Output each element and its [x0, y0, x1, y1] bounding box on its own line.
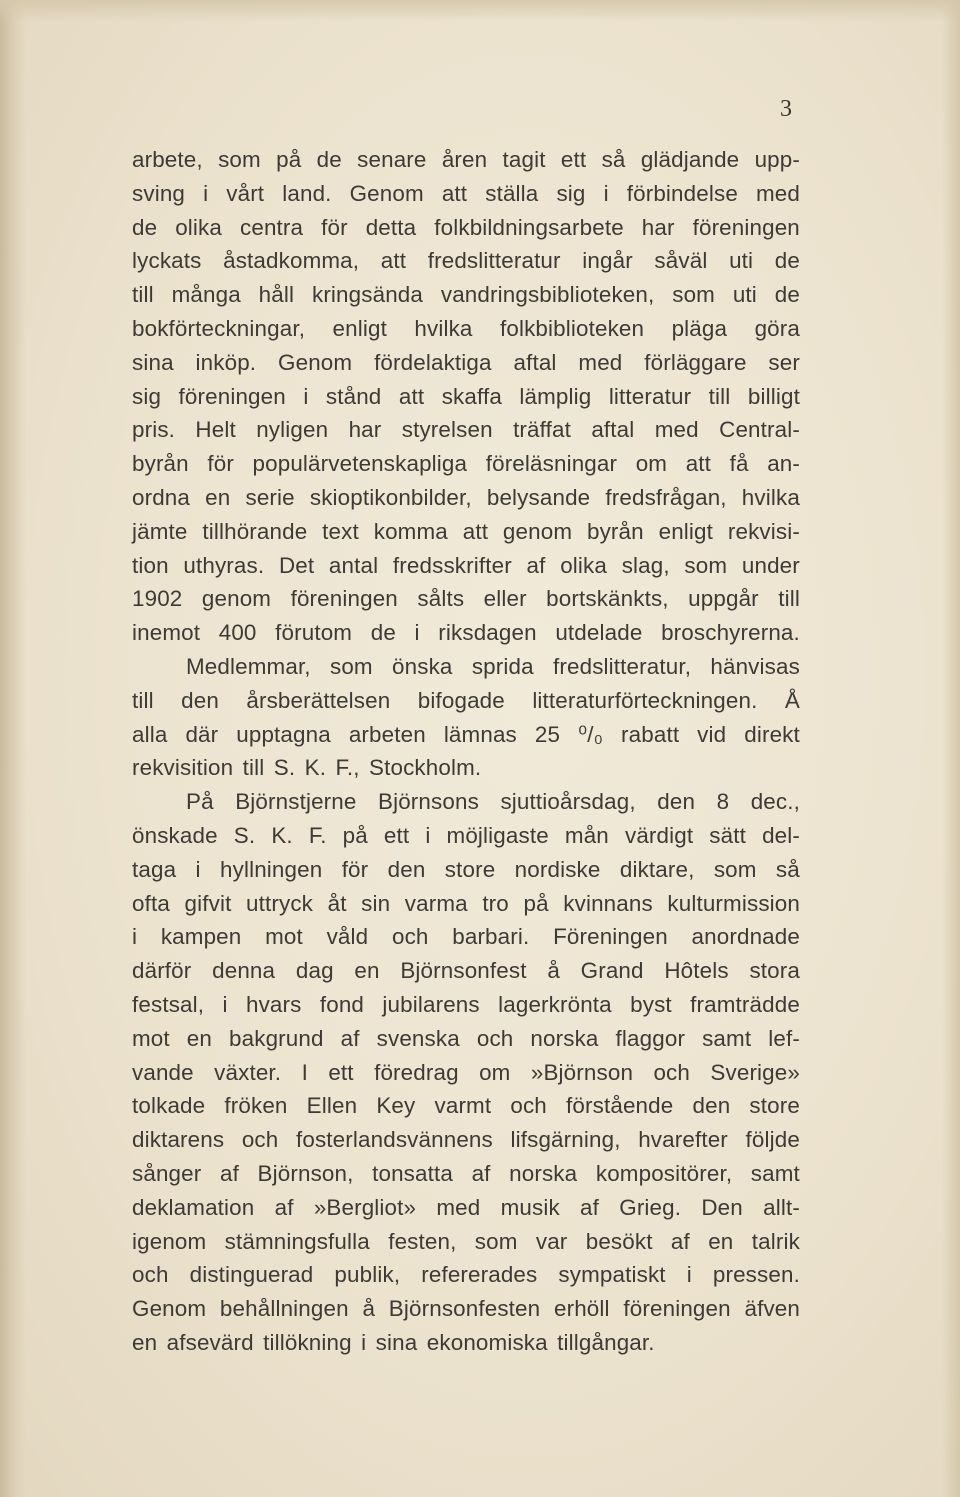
text-line: byrån för populärvetenskapliga föreläsningar om att få an-	[132, 451, 800, 477]
text-line: lyckats åstadkomma, att fredslitteratur ingår såväl uti de	[132, 248, 800, 274]
text-line: Genom behållningen å Björnsonfesten erhöll föreningen äfven	[132, 1296, 800, 1322]
text-line: tion uthyras. Det antal fredsskrifter af olika slag, som under	[132, 552, 800, 578]
text-line: alla där upptagna arbeten lämnas 25 ⁰/₀ rabatt vid direkt	[132, 721, 800, 747]
text-line: arbete, som på de senare åren tagit ett så glädjande upp-	[132, 147, 800, 172]
text-line: ofta gifvit uttryck åt sin varma tro på kvinnans kulturmission	[132, 890, 800, 916]
page-edge-top	[0, 0, 960, 22]
text-line: På Björnstjerne Björnsons sjuttioårsdag, den 8 dec.,	[186, 789, 800, 815]
text-line: festsal, i hvars fond jubilarens lagerkrönta byst framträdde	[132, 991, 800, 1017]
text-line: sånger af Björnson, tonsatta af norska kompositörer, samt	[132, 1160, 800, 1186]
text-line: tolkade fröken Ellen Key varmt och förstående den store	[132, 1093, 800, 1119]
page-number: 3	[780, 96, 792, 122]
text-line: till den årsberättelsen bifogade litteraturförteckningen. Å	[132, 687, 800, 713]
text-line: vande växter. I ett föredrag om »Björnson och Sverige»	[132, 1059, 800, 1085]
text-line: mot en bakgrund af svenska och norska flaggor samt lef-	[132, 1025, 800, 1051]
text-line: Medlemmar, som önska sprida fredslitteratur, hänvisas	[186, 653, 800, 679]
text-line: jämte tillhörande text komma att genom byrån enligt rekvisi-	[132, 518, 800, 544]
text-line: sina inköp. Genom fördelaktiga aftal med förläggare ser	[132, 349, 800, 375]
body-text	[132, 143, 800, 1360]
text-line: och distinguerad publik, refererades sympatiskt i pressen.	[132, 1262, 800, 1288]
text-line: 1902 genom föreningen sålts eller bortskänkts, uppgår till	[132, 586, 800, 612]
page-edge-left	[0, 0, 26, 1497]
text-line: därför denna dag en Björnsonfest å Grand Hôtels stora	[132, 958, 800, 984]
text-line: i kampen mot våld och barbari. Föreningen anordnade	[132, 924, 800, 950]
text-line: deklamation af »Bergliot» med musik af Grieg. Den allt-	[132, 1194, 800, 1220]
text-line: önskade S. K. F. på ett i möjligaste mån värdigt sätt del-	[132, 822, 800, 848]
text-line: sving i vårt land. Genom att ställa sig i förbindelse med	[132, 180, 800, 206]
page-edge-right	[942, 0, 960, 1497]
text-line: diktarens och fosterlandsvännens lifsgärning, hvarefter följde	[132, 1127, 800, 1153]
text-line: en afsevärd tillökning i sina ekonomiska tillgångar.	[132, 1329, 655, 1355]
text-line: taga i hyllningen för den store nordiske diktare, som så	[132, 856, 800, 882]
text-line: till många håll kringsända vandringsbiblioteken, som uti de	[132, 282, 800, 308]
text-line: sig föreningen i stånd att skaffa lämplig litteratur till billigt	[132, 383, 800, 409]
text-line: pris. Helt nyligen har styrelsen träffat aftal med Central-	[132, 417, 800, 443]
text-line: ordna en serie skioptikonbilder, belysande fredsfrågan, hvilka	[132, 484, 800, 510]
text-line: inemot 400 förutom de i riksdagen utdelade broschyrerna.	[132, 620, 800, 646]
text-line: de olika centra för detta folkbildningsarbete har föreningen	[132, 214, 800, 240]
text-line: rekvisition till S. K. F., Stockholm.	[132, 755, 482, 781]
text-line: igenom stämningsfulla festen, som var besökt af en talrik	[132, 1228, 800, 1254]
text-line: bokförteckningar, enligt hvilka folkbiblioteken pläga göra	[132, 315, 800, 341]
